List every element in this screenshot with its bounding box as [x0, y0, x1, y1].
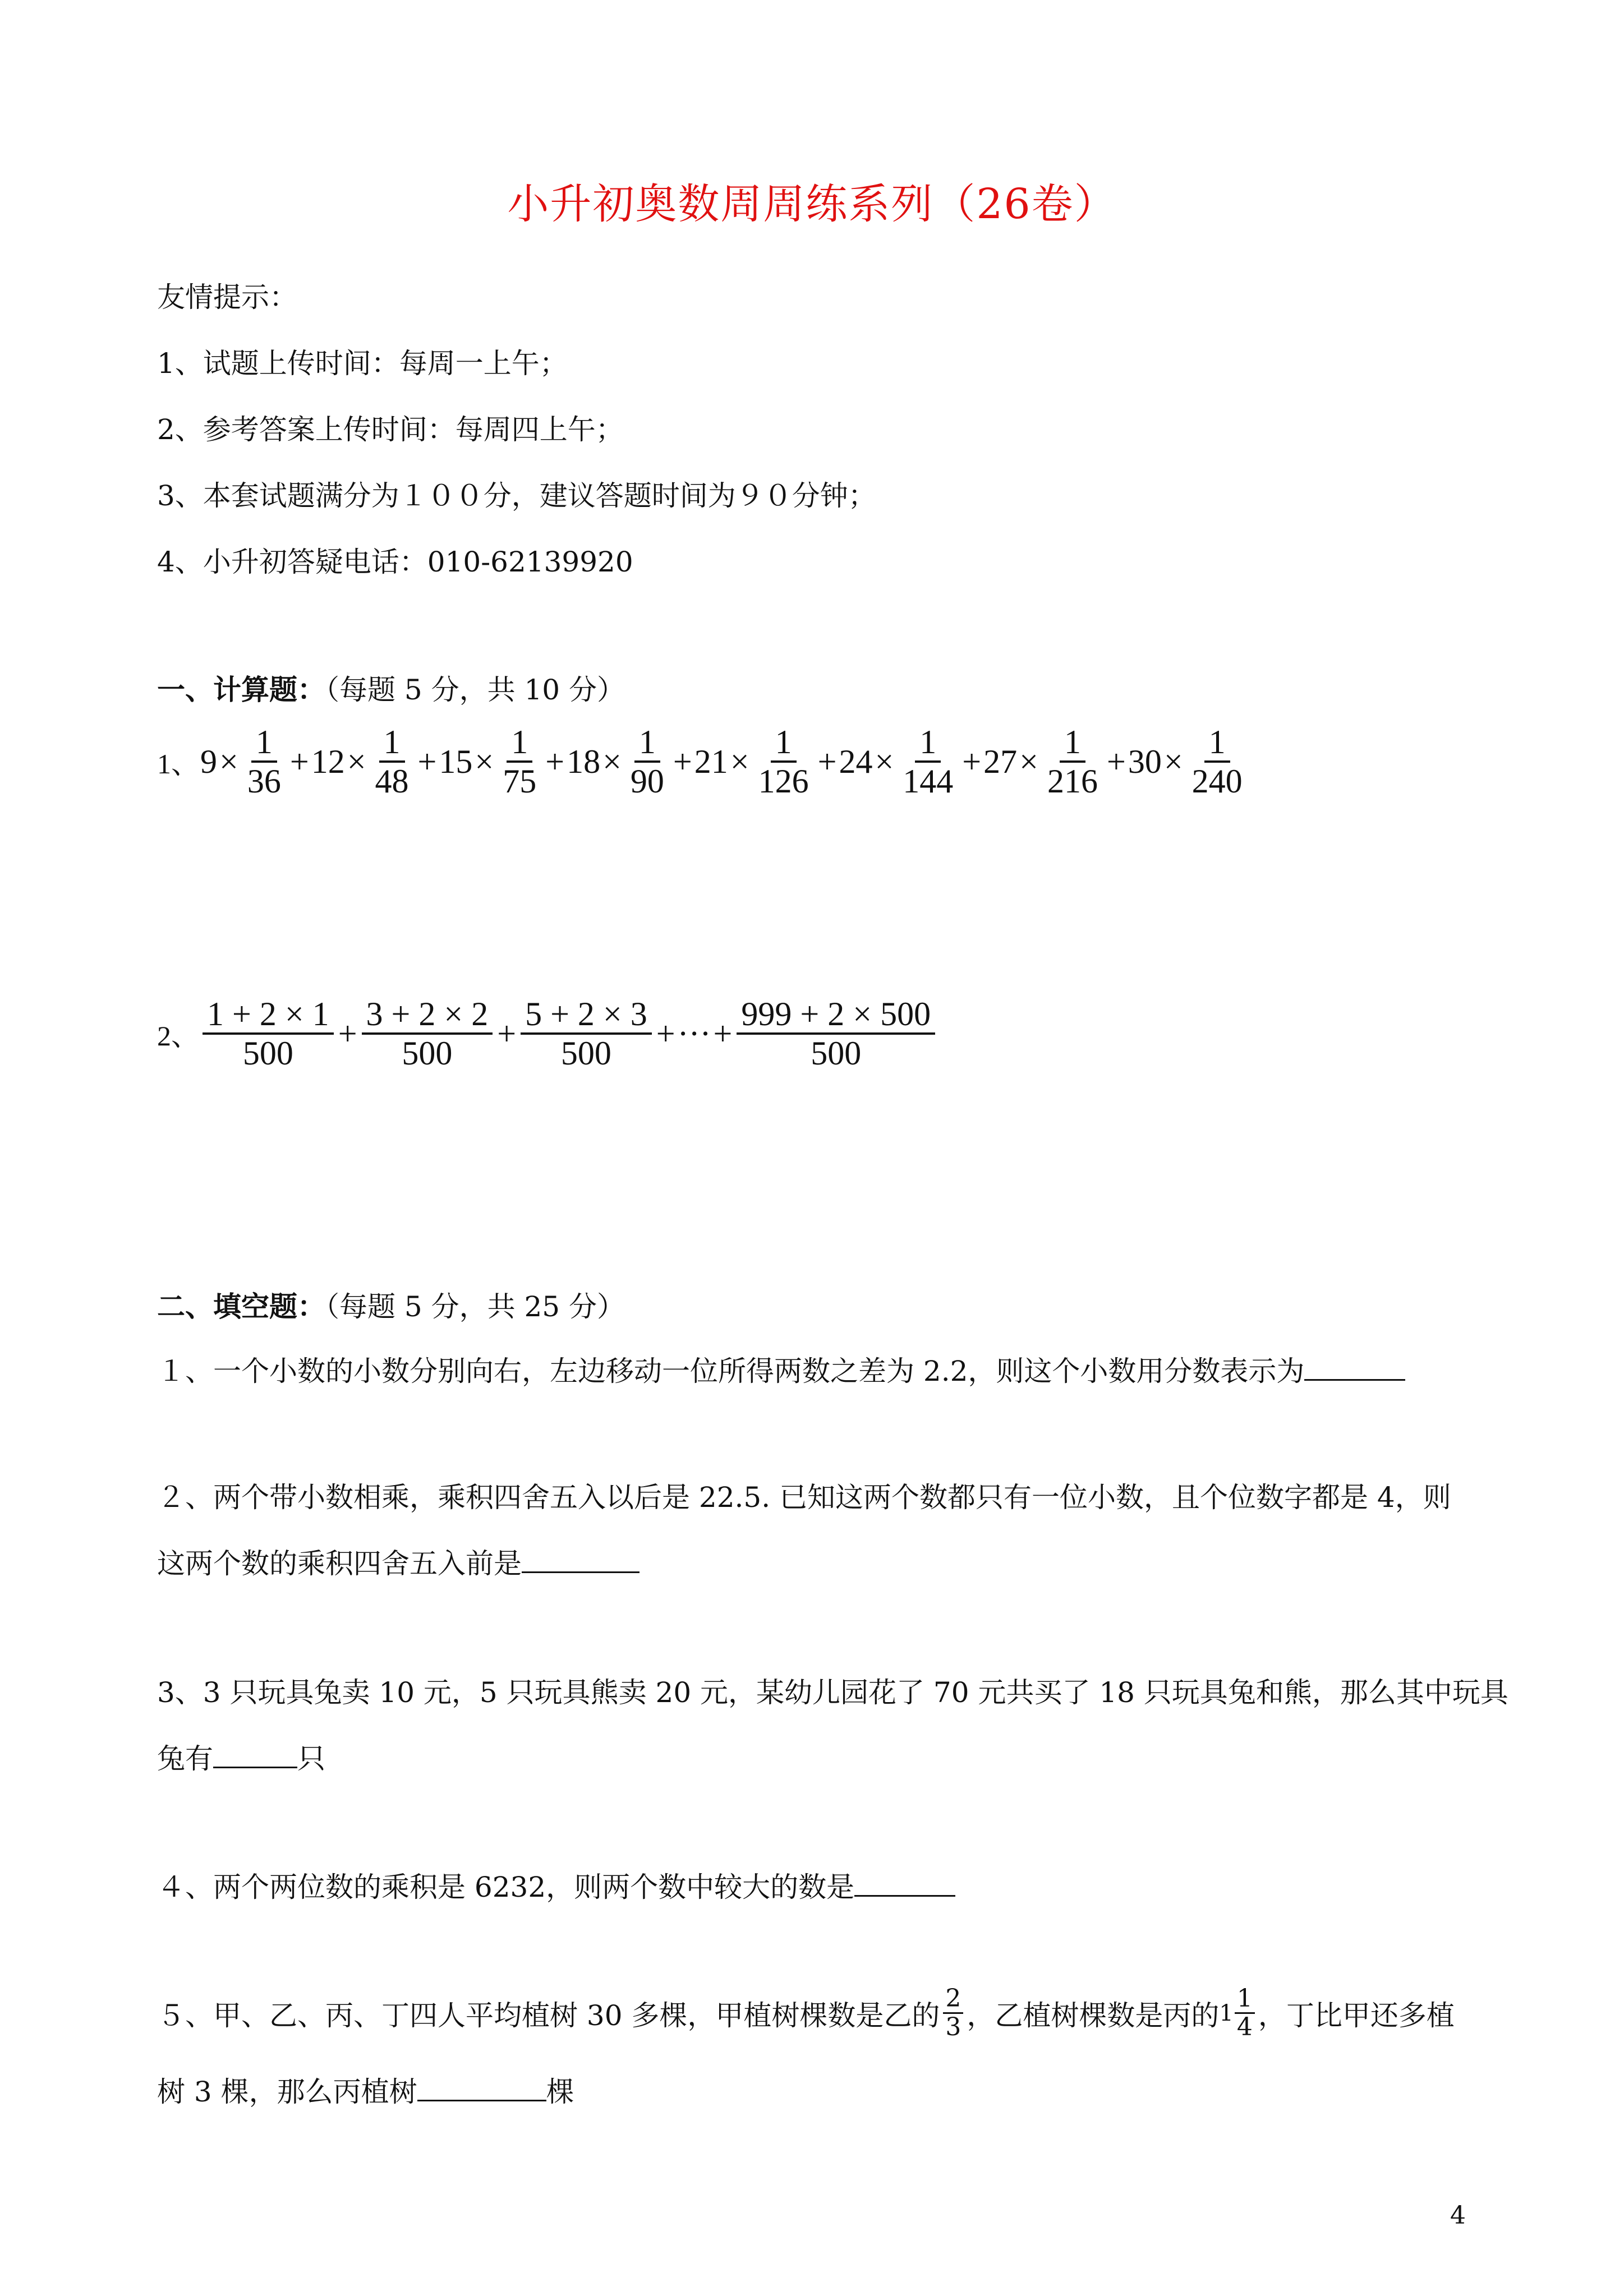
- calc-question-1: [157, 723, 1250, 800]
- section1-note: （每题 5 分，共 10 分）: [325, 674, 625, 706]
- coefficient: 15: [439, 743, 473, 780]
- plus-sign: +: [656, 1015, 675, 1052]
- answer-blank[interactable]: [1304, 1357, 1405, 1381]
- fill-question-3-line1: 3、3 只玩具兔卖 10 元，5 只玩具熊卖 20 元，某幼儿园花了 70 元共买了 18 只玩具兔和熊，那么其中玩具: [157, 1676, 1508, 1709]
- fraction-numerator: 1: [1235, 1985, 1255, 2014]
- plus-sign: +: [497, 1015, 517, 1052]
- question-text: ，丁比甲还多植: [1258, 1999, 1455, 2032]
- fraction-denominator: 90: [630, 763, 664, 800]
- fraction-denominator: 216: [1047, 763, 1098, 800]
- q2-expression: [199, 995, 938, 1072]
- fraction: [1235, 1985, 1255, 2041]
- coefficient: 18: [567, 743, 601, 780]
- section2-header: [157, 1284, 625, 1325]
- fraction-numerator: 1: [634, 723, 660, 763]
- tip-item: 1、试题上传时间：每周一上午；: [157, 347, 568, 380]
- fraction-numerator: 1: [379, 723, 405, 763]
- fraction-denominator: 4: [1236, 2013, 1253, 2041]
- times-sign: ×: [730, 743, 749, 780]
- fraction-denominator: 500: [242, 1035, 293, 1072]
- fraction: [626, 723, 669, 800]
- fraction: [362, 995, 493, 1072]
- tips-heading: 友情提示：: [157, 281, 297, 313]
- fraction-denominator: 36: [247, 763, 281, 800]
- question-text: 棵: [546, 2076, 574, 2108]
- coefficient: 21: [694, 743, 728, 780]
- answer-blank[interactable]: [213, 1744, 297, 1768]
- fraction-denominator: 240: [1191, 763, 1243, 800]
- tip-item: 4、小升初答疑电话：010-62139920: [157, 546, 633, 578]
- fill-question-1: [157, 1349, 1405, 1389]
- times-sign: ×: [602, 743, 622, 780]
- fill-question-4: [157, 1865, 955, 1905]
- ellipsis: ···: [677, 1015, 711, 1052]
- section2-heading: 二、填空题：: [157, 1290, 325, 1323]
- tip-item: 2、参考答案上传时间：每周四上午；: [157, 413, 624, 446]
- coefficient: 9: [200, 743, 217, 780]
- fraction: [898, 723, 958, 800]
- fraction-denominator: 144: [903, 763, 954, 800]
- times-sign: ×: [875, 743, 894, 780]
- fill-question-2-line2: [157, 1541, 640, 1582]
- fraction-numerator: 1: [251, 723, 277, 763]
- fraction: [521, 995, 652, 1072]
- times-sign: ×: [1019, 743, 1038, 780]
- fraction-denominator: 500: [402, 1035, 453, 1072]
- question-text: 只: [297, 1742, 325, 1775]
- answer-blank[interactable]: [417, 2077, 546, 2101]
- tip-item: 3、本套试题满分为１００分，建议答题时间为９０分钟；: [157, 480, 876, 512]
- fraction: [243, 723, 286, 800]
- answer-blank[interactable]: [522, 1549, 640, 1573]
- coefficient: 30: [1128, 743, 1162, 780]
- fill-question-3-line2: [157, 1736, 325, 1777]
- fraction-numerator: 2: [943, 1985, 963, 2014]
- question-text: 这两个数的乘积四舍五入前是: [157, 1547, 522, 1580]
- section2-note: （每题 5 分，共 25 分）: [325, 1290, 625, 1323]
- fraction-numerator: 1: [1204, 723, 1230, 763]
- coefficient: 27: [983, 743, 1018, 780]
- fraction-denominator: 3: [945, 2013, 961, 2041]
- fraction-numerator: 3 + 2 × 2: [362, 995, 493, 1035]
- plus-sign: +: [338, 1015, 357, 1052]
- fraction-numerator: 999 + 2 × 500: [737, 995, 935, 1035]
- fill-question-2-line1: ２、两个带小数相乘，乘积四舍五入以后是 22.5. 已知这两个数都只有一位小数，且个位数字都是 4，则: [157, 1481, 1451, 1514]
- times-sign: ×: [219, 743, 238, 780]
- fraction: [737, 995, 935, 1072]
- plus-sign: +: [713, 1015, 733, 1052]
- fill-question-5-line1: [157, 1985, 1455, 2041]
- plus-sign: +: [962, 743, 982, 780]
- fraction-denominator: 48: [375, 763, 409, 800]
- fraction: [371, 723, 413, 800]
- fraction: [943, 1985, 963, 2041]
- fraction-numerator: 5 + 2 × 3: [521, 995, 652, 1035]
- times-sign: ×: [347, 743, 366, 780]
- fraction-numerator: 1: [771, 723, 797, 763]
- question-number: 1、: [157, 748, 199, 780]
- fraction-denominator: 500: [811, 1035, 862, 1072]
- mixed-number-whole: 1: [1219, 2000, 1234, 2026]
- fraction-denominator: 126: [758, 763, 809, 800]
- question-number: 2、: [157, 1020, 199, 1052]
- fraction-numerator: 1: [507, 723, 532, 763]
- fraction: [1188, 723, 1247, 800]
- question-text: 树 3 棵，那么丙植树: [157, 2076, 417, 2108]
- q1-expression: [199, 723, 1250, 800]
- section1-heading: 一、计算题：: [157, 673, 325, 706]
- plus-sign: +: [545, 743, 565, 780]
- page-title: 小升初奥数周周练系列（26卷）: [507, 180, 1117, 228]
- times-sign: ×: [475, 743, 494, 780]
- question-text: 兔有: [157, 1742, 213, 1775]
- page-number: 4: [1450, 2201, 1466, 2230]
- coefficient: 12: [311, 743, 345, 780]
- fraction-denominator: 500: [560, 1035, 611, 1072]
- fraction-numerator: 1: [1060, 723, 1085, 763]
- section1-header: [157, 667, 625, 708]
- fraction: [498, 723, 541, 800]
- plus-sign: +: [289, 743, 309, 780]
- question-text: ４、两个两位数的乘积是 6232，则两个数中较大的数是: [157, 1871, 855, 1903]
- question-text: ，乙植树棵数是丙的: [967, 1999, 1220, 2032]
- fraction: [1043, 723, 1102, 800]
- plus-sign: +: [417, 743, 437, 780]
- plus-sign: +: [817, 743, 837, 780]
- question-text: １、一个小数的小数分别向右，左边移动一位所得两数之差为 2.2，则这个小数用分数表示为: [157, 1355, 1305, 1387]
- plus-sign: +: [1106, 743, 1126, 780]
- answer-blank[interactable]: [854, 1873, 955, 1897]
- coefficient: 24: [839, 743, 873, 780]
- fraction: [754, 723, 813, 800]
- question-text: ５、甲、乙、丙、丁四人平均植树 30 多棵，甲植树棵数是乙的: [157, 1999, 940, 2032]
- fraction: [203, 995, 334, 1072]
- fraction-denominator: 75: [503, 763, 537, 800]
- fraction-numerator: 1: [915, 723, 941, 763]
- plus-sign: +: [673, 743, 692, 780]
- fill-question-5-line2: [157, 2069, 574, 2110]
- calc-question-2: [157, 995, 938, 1072]
- fraction-numerator: 1 + 2 × 1: [203, 995, 334, 1035]
- times-sign: ×: [1163, 743, 1183, 780]
